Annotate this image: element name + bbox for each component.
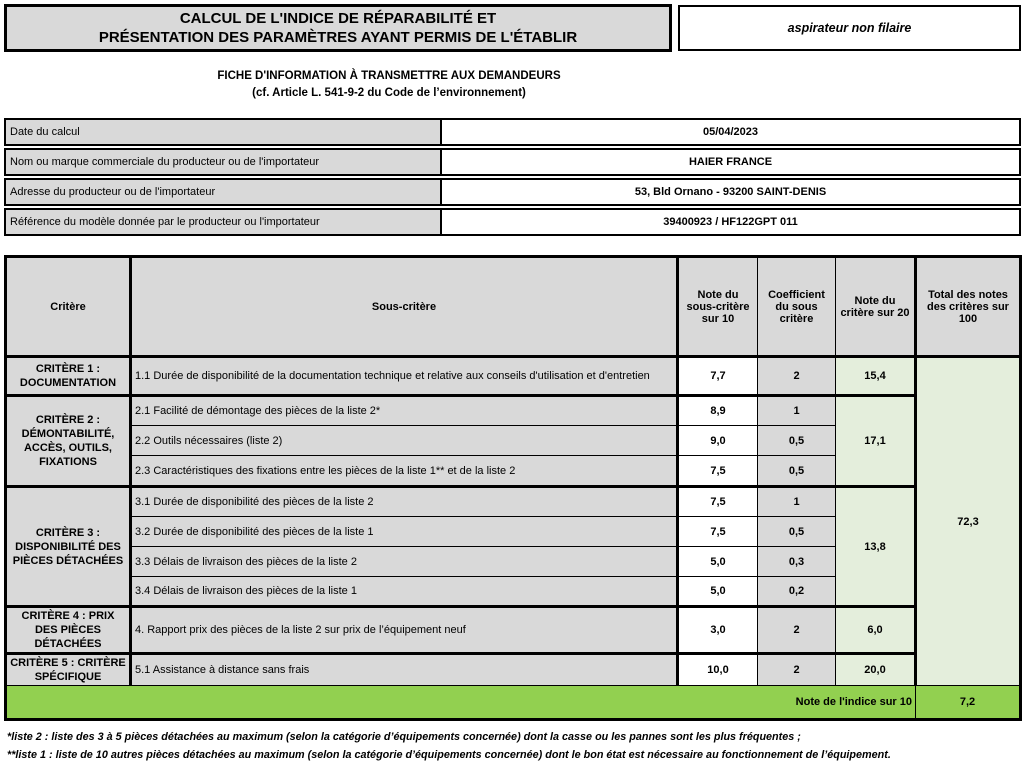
header-coefficient: Coefficient du sous critère xyxy=(758,257,836,357)
title-line-2: PRÉSENTATION DES PARAMÈTRES AYANT PERMIS DE L'ÉTABLIR xyxy=(98,29,578,46)
info-value-address: 53, Bld Ornano - 93200 SAINT-DENIS xyxy=(442,180,1019,204)
header-note-critere: Note du critère sur 20 xyxy=(836,257,916,357)
header xyxy=(4,4,1021,52)
subcriterion-3-2-label: 3.2 Durée de disponibilité des pièces de la liste 1 xyxy=(131,517,678,547)
info-row-date xyxy=(4,118,1021,146)
info-value-date: 05/04/2023 xyxy=(442,120,1019,144)
subcriterion-3-1-label: 3.1 Durée de disponibilité des pièces de la liste 2 xyxy=(131,487,678,517)
index-band-value: 7,2 xyxy=(916,686,1021,720)
info-label-model-reference: Référence du modèle donnée par le producteur ou l'importateur xyxy=(6,210,442,234)
subtitle-line-2: (cf. Article L. 541-9-2 du Code de l’environnement) xyxy=(252,87,526,99)
subcriterion-4-label: 4. Rapport prix des pièces de la liste 2 sur prix de l’équipement neuf xyxy=(131,607,678,654)
header-critere: Critère xyxy=(6,257,131,357)
product-category-box xyxy=(678,5,1021,51)
subcriterion-2-1-note: 8,9 xyxy=(678,396,758,426)
subcriterion-3-4-label: 3.4 Délais de livraison des pièces de la liste 1 xyxy=(131,577,678,607)
info-label-date: Date du calcul xyxy=(6,120,442,144)
subcriterion-1-1-label: 1.1 Durée de disponibilité de la documentation technique et relative aux conseils d'utilisation et d'entretien xyxy=(131,357,678,396)
subcriterion-3-3-label: 3.3 Délais de livraison des pièces de la liste 2 xyxy=(131,547,678,577)
subcriterion-2-2-coef: 0,5 xyxy=(758,426,836,456)
criterion-5-note20: 20,0 xyxy=(836,654,916,686)
footnote-liste-2: *liste 2 : liste des 3 à 5 pièces détachées au maximum (selon la catégorie d’équipements concernée) dont la casse ou les pannes sont les plus fréquentes ; xyxy=(7,731,801,743)
info-value-model-reference: 39400923 / HF122GPT 011 xyxy=(442,210,1019,234)
criterion-3-note20: 13,8 xyxy=(836,487,916,607)
header-total: Total des notes des critères sur 100 xyxy=(916,257,1021,357)
subcriterion-3-3-coef: 0,3 xyxy=(758,547,836,577)
header-sous-critere: Sous-critère xyxy=(131,257,678,357)
subcriterion-1-1-coef: 2 xyxy=(758,357,836,396)
info-label-producer-name: Nom ou marque commerciale du producteur ou de l'importateur xyxy=(6,150,442,174)
info-value-producer-name: HAIER FRANCE xyxy=(442,150,1019,174)
subcriterion-4-coef: 2 xyxy=(758,607,836,654)
subcriterion-4-note: 3,0 xyxy=(678,607,758,654)
subcriterion-2-3-label: 2.3 Caractéristiques des fixations entre les pièces de la liste 1** et de la liste 2 xyxy=(131,456,678,487)
row-5-1 xyxy=(6,654,1021,686)
score-table xyxy=(4,255,1022,721)
subcriterion-3-1-coef: 1 xyxy=(758,487,836,517)
producer-info-table xyxy=(4,118,1021,236)
subcriterion-5-1-coef: 2 xyxy=(758,654,836,686)
criterion-1-note20: 15,4 xyxy=(836,357,916,396)
index-band-label: Note de l'indice sur 10 xyxy=(6,686,916,720)
subtitle-line-1: FICHE D'INFORMATION À TRANSMETTRE AUX DEMANDEURS xyxy=(217,70,561,82)
subcriterion-3-2-coef: 0,5 xyxy=(758,517,836,547)
subcriterion-3-3-note: 5,0 xyxy=(678,547,758,577)
total-sur-100: 72,3 xyxy=(916,357,1021,686)
subcriterion-5-1-note: 10,0 xyxy=(678,654,758,686)
subcriterion-2-2-note: 9,0 xyxy=(678,426,758,456)
criterion-4-name: CRITÈRE 4 : PRIX DES PIÈCES DÉTACHÉES xyxy=(6,607,131,654)
subcriterion-2-2-label: 2.2 Outils nécessaires (liste 2) xyxy=(131,426,678,456)
criterion-3-name: CRITÈRE 3 : DISPONIBILITÉ DES PIÈCES DÉTACHÉES xyxy=(6,487,131,607)
criterion-2-name: CRITÈRE 2 : DÉMONTABILITÉ, ACCÈS, OUTILS, FIXATIONS xyxy=(6,396,131,487)
criterion-2-note20: 17,1 xyxy=(836,396,916,487)
footnote-liste-1: **liste 1 : liste de 10 autres pièces détachées au maximum (selon la catégorie d’équipements concernée) dont le bon état est nécessaire au fonctionnement de l’équipement. xyxy=(7,749,891,761)
subcriterion-1-1-note: 7,7 xyxy=(678,357,758,396)
subcriterion-5-1-label: 5.1 Assistance à distance sans frais xyxy=(131,654,678,686)
row-3-1 xyxy=(6,487,1021,517)
index-band-row xyxy=(6,686,1021,720)
title-line-1: CALCUL DE L'INDICE DE RÉPARABILITÉ ET xyxy=(179,10,497,27)
info-label-address: Adresse du producteur ou de l'importateur xyxy=(6,180,442,204)
subcriterion-3-2-note: 7,5 xyxy=(678,517,758,547)
row-2-1 xyxy=(6,396,1021,426)
footnotes xyxy=(7,728,1021,764)
subcriterion-2-3-note: 7,5 xyxy=(678,456,758,487)
subcriterion-3-1-note: 7,5 xyxy=(678,487,758,517)
info-row-address xyxy=(4,178,1021,206)
score-table-header-row xyxy=(6,257,1021,357)
row-4 xyxy=(6,607,1021,654)
product-category-label: aspirateur non filaire xyxy=(787,21,912,35)
subcriterion-2-1-label: 2.1 Facilité de démontage des pièces de la liste 2* xyxy=(131,396,678,426)
row-1-1 xyxy=(6,357,1021,396)
subcriterion-3-4-note: 5,0 xyxy=(678,577,758,607)
subtitle xyxy=(4,68,774,102)
criterion-4-note20: 6,0 xyxy=(836,607,916,654)
info-row-producer-name xyxy=(4,148,1021,176)
subcriterion-2-3-coef: 0,5 xyxy=(758,456,836,487)
subcriterion-3-4-coef: 0,2 xyxy=(758,577,836,607)
info-row-model-reference xyxy=(4,208,1021,236)
criterion-5-name: CRITÈRE 5 : CRITÈRE SPÉCIFIQUE xyxy=(6,654,131,686)
title-box xyxy=(4,4,672,52)
header-note-sous-critere: Note du sous-critère sur 10 xyxy=(678,257,758,357)
subcriterion-2-1-coef: 1 xyxy=(758,396,836,426)
criterion-1-name: CRITÈRE 1 : DOCUMENTATION xyxy=(6,357,131,396)
